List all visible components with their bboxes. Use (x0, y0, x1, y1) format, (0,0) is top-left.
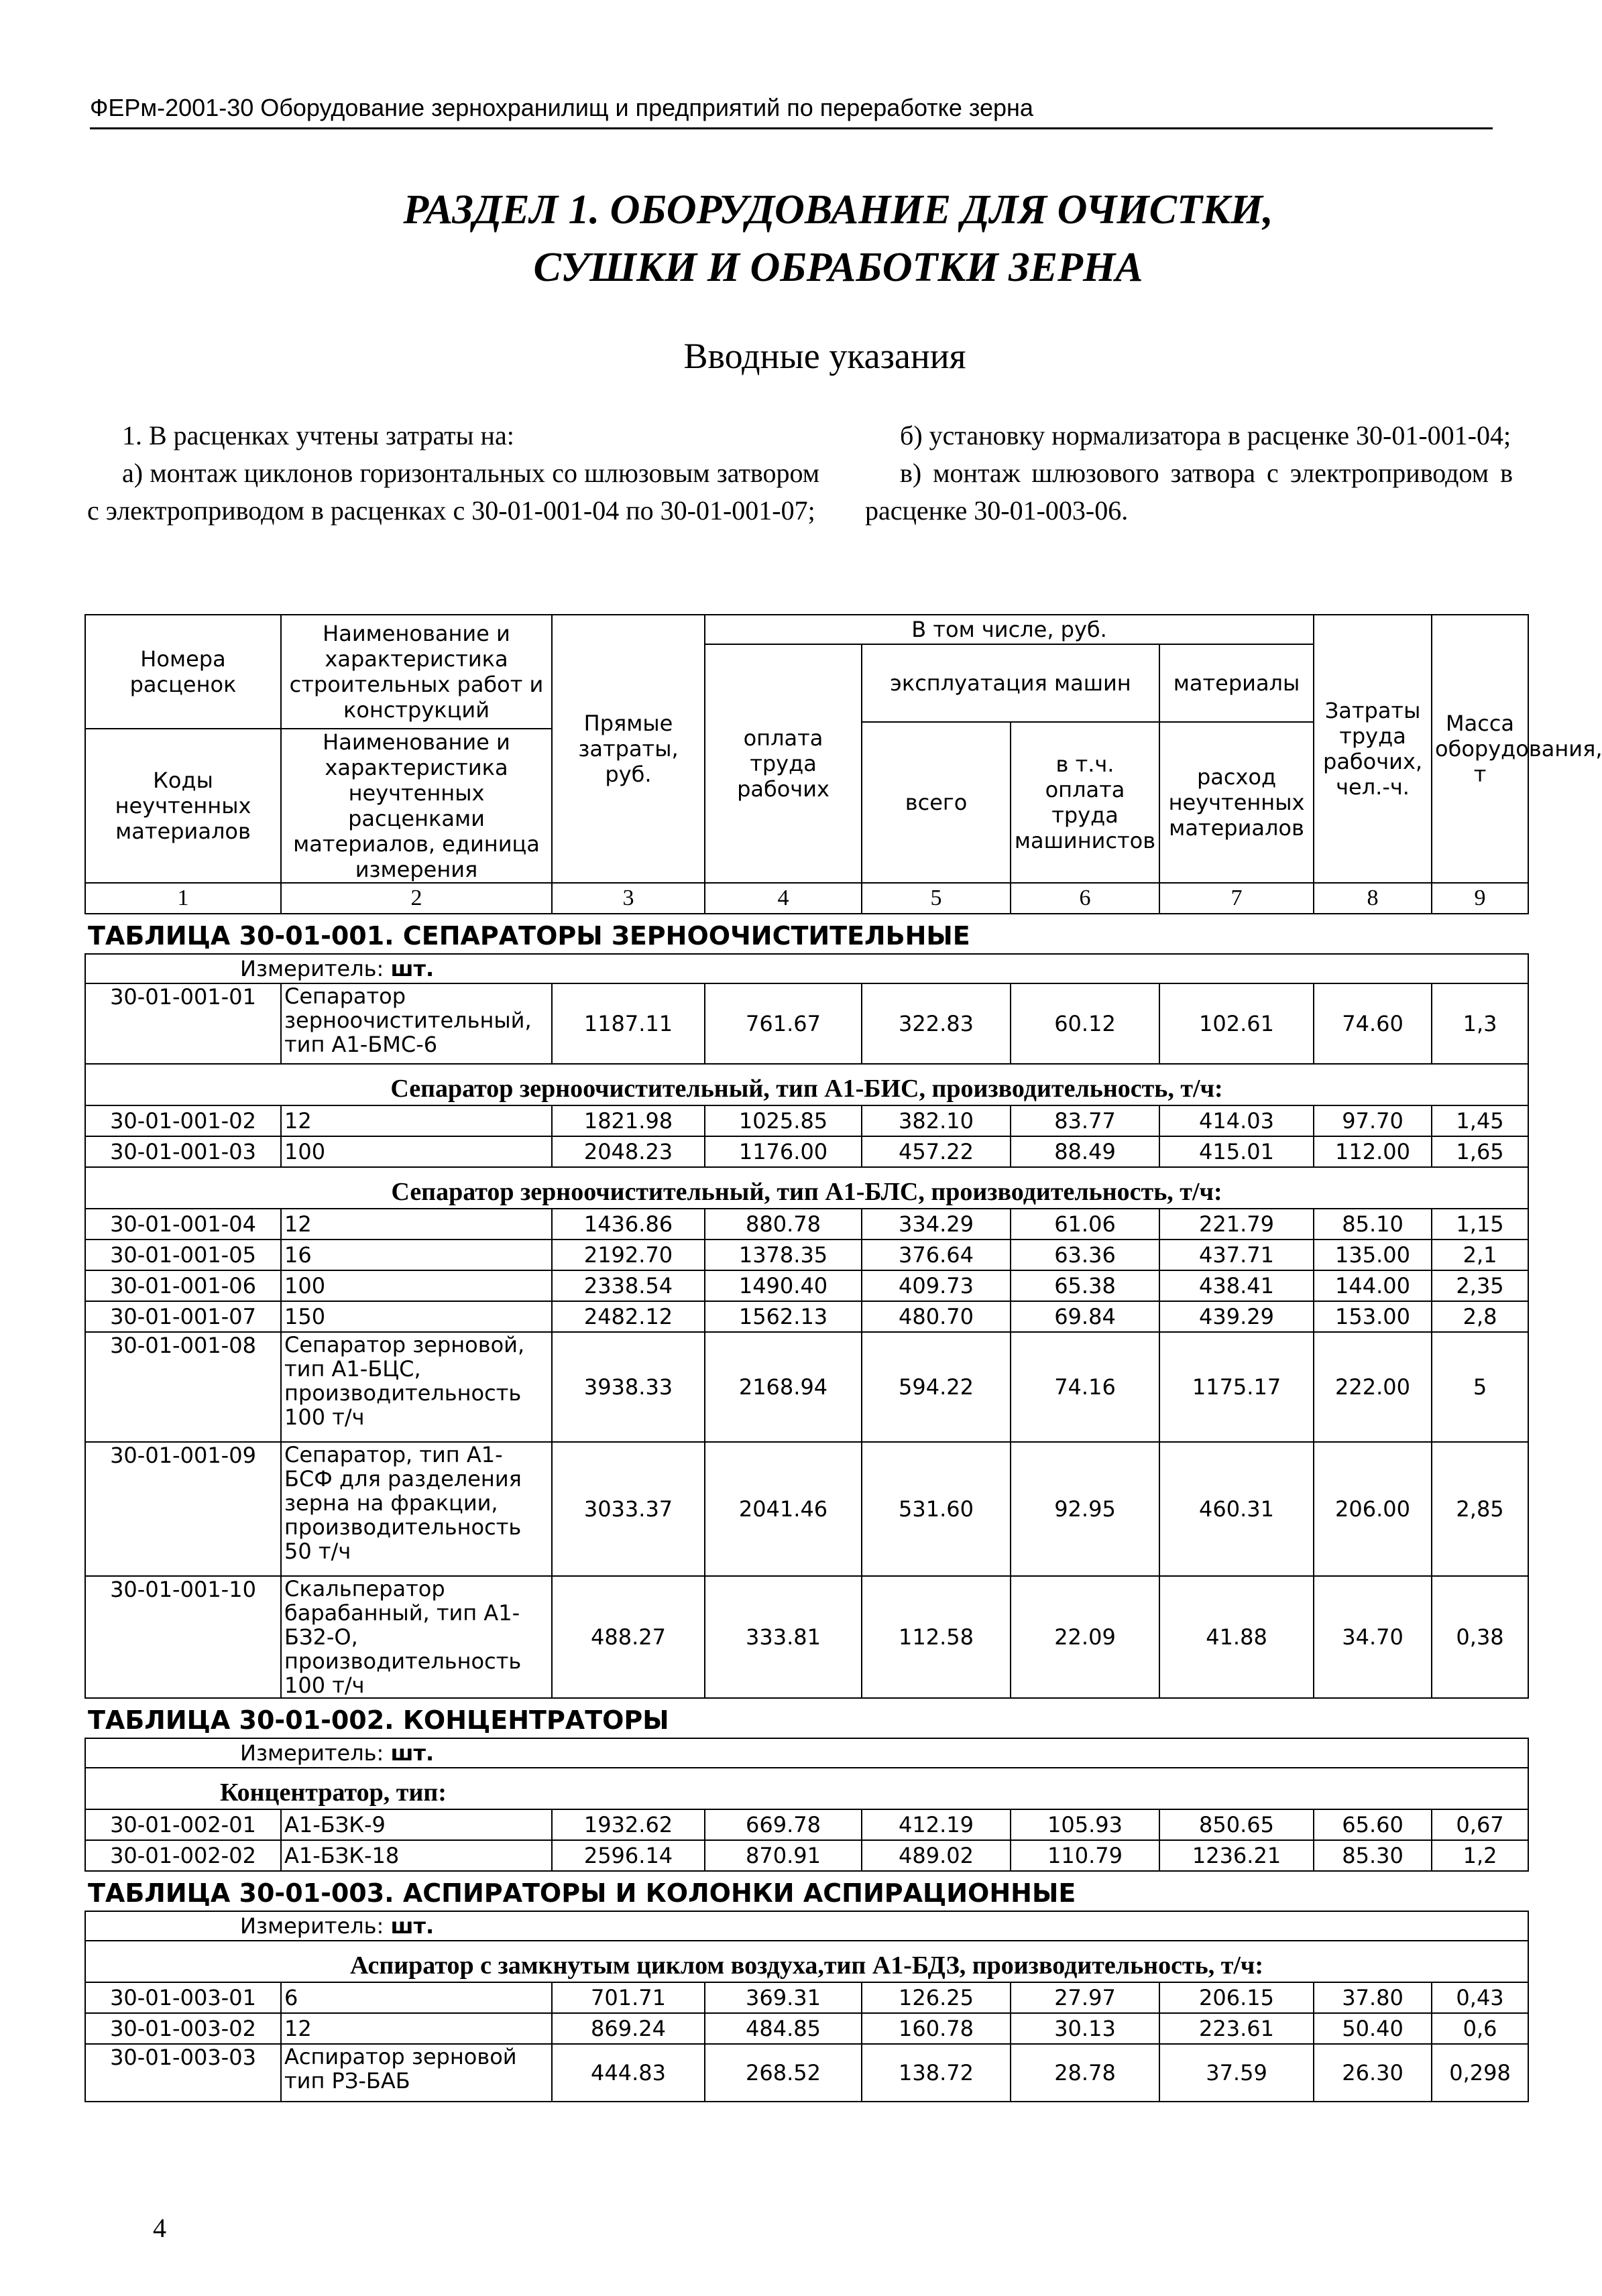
column-numbers-row (85, 883, 1528, 914)
work-name: 12 (281, 2013, 552, 2044)
unit-of-measure (85, 1738, 1528, 1768)
worker-pay: 1176.00 (705, 1136, 862, 1167)
machinist-pay: 92.95 (1011, 1442, 1159, 1576)
machine-total: 480.70 (862, 1301, 1011, 1332)
worker-pay: 2168.94 (705, 1332, 862, 1442)
direct-costs: 1932.62 (552, 1809, 705, 1840)
equipment-mass: 0,38 (1432, 1576, 1528, 1698)
work-name: Скальператор барабанный, тип А1-БЗ2-О, производительность 100 т/ч (281, 1576, 552, 1698)
unit-value: шт. (390, 956, 435, 981)
worker-pay: 880.78 (705, 1209, 862, 1240)
direct-costs: 2048.23 (552, 1136, 705, 1167)
machinist-pay: 110.79 (1011, 1840, 1159, 1871)
materials: 1236.21 (1159, 1840, 1314, 1871)
direct-costs: 701.71 (552, 1982, 705, 2013)
work-name: Сепаратор, тип А1-БСФ для разделения зерна на фракции, производительность 50 т/ч (281, 1442, 552, 1576)
machine-total: 160.78 (862, 2013, 1011, 2044)
work-name: 6 (281, 1982, 552, 2013)
materials: 221.79 (1159, 1209, 1314, 1240)
labor-costs: 85.30 (1314, 1840, 1432, 1871)
unit-label: Измеритель: (240, 1740, 384, 1766)
equipment-mass: 2,35 (1432, 1270, 1528, 1301)
column-number: 5 (862, 883, 1011, 914)
worker-pay: 369.31 (705, 1982, 862, 2013)
running-header: ФЕРм-2001-30 Оборудование зернохранилищ и предприятий по переработке зерна (90, 94, 1493, 129)
machine-total: 322.83 (862, 983, 1011, 1064)
direct-costs: 3938.33 (552, 1332, 705, 1442)
machine-total: 376.64 (862, 1240, 1011, 1270)
unit-value: шт. (390, 1740, 435, 1766)
direct-costs: 2338.54 (552, 1270, 705, 1301)
intro-paragraph-1: 1. В расценках учтены затраты на: (122, 420, 514, 450)
labor-costs: 144.00 (1314, 1270, 1432, 1301)
page-number: 4 (153, 2213, 166, 2243)
intro-paragraph-a: а) монтаж циклонов горизонтальных со шлюзовым затвором с электроприводом в расценках с 30-01-001-04 по 30-01-001-07; (87, 458, 819, 526)
labor-costs: 112.00 (1314, 1136, 1432, 1167)
worker-pay: 1490.40 (705, 1270, 862, 1301)
column-number: 6 (1011, 883, 1159, 914)
work-name: 100 (281, 1270, 552, 1301)
machine-total: 489.02 (862, 1840, 1011, 1871)
direct-costs: 2482.12 (552, 1301, 705, 1332)
table-row (85, 2044, 1528, 2102)
column-number: 9 (1432, 883, 1528, 914)
machinist-pay: 74.16 (1011, 1332, 1159, 1442)
column-number: 8 (1314, 883, 1432, 914)
equipment-mass: 1,65 (1432, 1136, 1528, 1167)
rate-code: 30-01-002-01 (85, 1809, 281, 1840)
equipment-mass: 2,1 (1432, 1240, 1528, 1270)
machine-total: 112.58 (862, 1576, 1011, 1698)
table-row (85, 1809, 1528, 1840)
work-name: 12 (281, 1105, 552, 1136)
unit-label: Измеритель: (240, 1913, 384, 1939)
rate-code: 30-01-001-05 (85, 1240, 281, 1270)
col-header-unaccounted-materials: расход неучтенных материалов (1159, 722, 1314, 883)
direct-costs: 3033.37 (552, 1442, 705, 1576)
equipment-mass: 1,15 (1432, 1209, 1528, 1240)
labor-costs: 26.30 (1314, 2044, 1432, 2102)
worker-pay: 669.78 (705, 1809, 862, 1840)
unit-label: Измеритель: (240, 956, 384, 981)
rate-code: 30-01-001-06 (85, 1270, 281, 1301)
equipment-mass: 5 (1432, 1332, 1528, 1442)
machine-total: 531.60 (862, 1442, 1011, 1576)
materials: 1175.17 (1159, 1332, 1314, 1442)
col-header-material-name: Наименование и характеристика неучтенных расценками материалов, единица измерения (281, 729, 552, 883)
group-heading: Аспиратор с замкнутым циклом воздуха,тип А1-БДЗ, производительность, т/ч: (85, 1941, 1528, 1982)
unit-of-measure (85, 1911, 1528, 1941)
machinist-pay: 105.93 (1011, 1809, 1159, 1840)
machinist-pay: 61.06 (1011, 1209, 1159, 1240)
rate-code: 30-01-003-03 (85, 2044, 281, 2102)
machine-total: 594.22 (862, 1332, 1011, 1442)
direct-costs: 869.24 (552, 2013, 705, 2044)
labor-costs: 50.40 (1314, 2013, 1432, 2044)
section-title-line-2: СУШКИ И ОБРАБОТКИ ЗЕРНА (533, 245, 1143, 290)
rate-code: 30-01-001-07 (85, 1301, 281, 1332)
group-heading: Сепаратор зерноочистительный, тип А1-БИС, производительность, т/ч: (85, 1064, 1528, 1105)
machine-total: 334.29 (862, 1209, 1011, 1240)
direct-costs: 488.27 (552, 1576, 705, 1698)
machinist-pay: 30.13 (1011, 2013, 1159, 2044)
table-row (85, 1840, 1528, 1871)
table-row (85, 1209, 1528, 1240)
materials: 438.41 (1159, 1270, 1314, 1301)
table-row (85, 983, 1528, 1064)
materials: 223.61 (1159, 2013, 1314, 2044)
materials: 439.29 (1159, 1301, 1314, 1332)
col-header-machine-total: всего (862, 722, 1011, 883)
equipment-mass: 1,45 (1432, 1105, 1528, 1136)
work-name: Аспиратор зерновой тип РЗ-БАБ (281, 2044, 552, 2102)
table-row (85, 1442, 1528, 1576)
table-row (85, 1105, 1528, 1136)
direct-costs: 1187.11 (552, 983, 705, 1064)
equipment-mass: 1,3 (1432, 983, 1528, 1064)
machinist-pay: 60.12 (1011, 983, 1159, 1064)
materials: 414.03 (1159, 1105, 1314, 1136)
rate-code: 30-01-001-02 (85, 1105, 281, 1136)
machine-total: 457.22 (862, 1136, 1011, 1167)
col-header-material-codes: Коды неучтенных материалов (85, 729, 281, 883)
materials: 41.88 (1159, 1576, 1314, 1698)
work-name: Сепаратор зерновой, тип А1-БЦС, производительность 100 т/ч (281, 1332, 552, 1442)
direct-costs: 2596.14 (552, 1840, 705, 1871)
col-header-direct-costs: Прямые затраты, руб. (552, 615, 705, 883)
materials: 850.65 (1159, 1809, 1314, 1840)
machine-total: 138.72 (862, 2044, 1011, 2102)
col-header-rate-numbers: Номера расценок (85, 615, 281, 729)
column-number: 2 (281, 883, 552, 914)
section-subtitle: Вводные указания (683, 336, 966, 376)
group-heading: Сепаратор зерноочистительный, тип А1-БЛС, производительность, т/ч: (85, 1167, 1528, 1209)
table-row (85, 1270, 1528, 1301)
col-header-equipment-mass: Масса оборудования, т (1432, 615, 1528, 883)
equipment-mass: 0,6 (1432, 2013, 1528, 2044)
rates-table-wrap (84, 614, 1602, 2102)
worker-pay: 870.91 (705, 1840, 862, 1871)
intro-paragraph-c: в) монтаж шлюзового затвора с электроприводом в расценке 30-01-003-06. (865, 458, 1513, 526)
materials: 415.01 (1159, 1136, 1314, 1167)
col-header-work-name: Наименование и характеристика строительных работ и конструкций (281, 615, 552, 729)
work-name: 100 (281, 1136, 552, 1167)
direct-costs: 1821.98 (552, 1105, 705, 1136)
work-name: 150 (281, 1301, 552, 1332)
machinist-pay: 69.84 (1011, 1301, 1159, 1332)
col-header-labor-costs: Затраты труда рабочих, чел.-ч. (1314, 615, 1432, 883)
equipment-mass: 2,8 (1432, 1301, 1528, 1332)
equipment-mass: 0,43 (1432, 1982, 1528, 2013)
direct-costs: 1436.86 (552, 1209, 705, 1240)
machine-total: 412.19 (862, 1809, 1011, 1840)
machine-total: 382.10 (862, 1105, 1011, 1136)
table-row (85, 1136, 1528, 1167)
equipment-mass: 2,85 (1432, 1442, 1528, 1576)
direct-costs: 444.83 (552, 2044, 705, 2102)
worker-pay: 333.81 (705, 1576, 862, 1698)
rate-code: 30-01-001-08 (85, 1332, 281, 1442)
materials: 102.61 (1159, 983, 1314, 1064)
equipment-mass: 1,2 (1432, 1840, 1528, 1871)
rate-code: 30-01-001-10 (85, 1576, 281, 1698)
labor-costs: 65.60 (1314, 1809, 1432, 1840)
rate-code: 30-01-003-02 (85, 2013, 281, 2044)
table-row (85, 1576, 1528, 1698)
machinist-pay: 83.77 (1011, 1105, 1159, 1136)
worker-pay: 2041.46 (705, 1442, 862, 1576)
column-number: 3 (552, 883, 705, 914)
unit-of-measure (85, 954, 1528, 983)
group-heading: Концентратор, тип: (85, 1768, 1528, 1809)
machinist-pay: 63.36 (1011, 1240, 1159, 1270)
table-title: ТАБЛИЦА 30-01-002. КОНЦЕНТРАТОРЫ (85, 1698, 1528, 1738)
work-name: 12 (281, 1209, 552, 1240)
machinist-pay: 88.49 (1011, 1136, 1159, 1167)
rate-code: 30-01-001-04 (85, 1209, 281, 1240)
section-title-line-1: РАЗДЕЛ 1. ОБОРУДОВАНИЕ ДЛЯ ОЧИСТКИ, (403, 187, 1273, 233)
machinist-pay: 65.38 (1011, 1270, 1159, 1301)
table-row (85, 1332, 1528, 1442)
section-title (268, 181, 1408, 296)
work-name: 16 (281, 1240, 552, 1270)
labor-costs: 97.70 (1314, 1105, 1432, 1136)
labor-costs: 153.00 (1314, 1301, 1432, 1332)
materials: 460.31 (1159, 1442, 1314, 1576)
col-header-worker-pay: оплата труда рабочих (705, 644, 862, 883)
materials: 206.15 (1159, 1982, 1314, 2013)
table-row (85, 1982, 1528, 2013)
work-name: А1-БЗК-9 (281, 1809, 552, 1840)
rate-code: 30-01-002-02 (85, 1840, 281, 1871)
machinist-pay: 27.97 (1011, 1982, 1159, 2013)
rate-code: 30-01-001-01 (85, 983, 281, 1064)
intro-right-column (865, 417, 1513, 530)
column-number: 7 (1159, 883, 1314, 914)
worker-pay: 1025.85 (705, 1105, 862, 1136)
table-row (85, 1301, 1528, 1332)
col-header-machine-operation: эксплуатация машин (862, 644, 1159, 722)
col-header-including: В том числе, руб. (705, 615, 1314, 644)
work-name: А1-БЗК-18 (281, 1840, 552, 1871)
labor-costs: 222.00 (1314, 1332, 1432, 1442)
worker-pay: 484.85 (705, 2013, 862, 2044)
column-number: 1 (85, 883, 281, 914)
equipment-mass: 0,298 (1432, 2044, 1528, 2102)
machinist-pay: 22.09 (1011, 1576, 1159, 1698)
labor-costs: 206.00 (1314, 1442, 1432, 1576)
equipment-mass: 0,67 (1432, 1809, 1528, 1840)
labor-costs: 37.80 (1314, 1982, 1432, 2013)
table-title: ТАБЛИЦА 30-01-001. СЕПАРАТОРЫ ЗЕРНООЧИСТИТЕЛЬНЫЕ (85, 914, 1528, 954)
table-row (85, 2013, 1528, 2044)
intro-left-column (87, 417, 819, 530)
worker-pay: 761.67 (705, 983, 862, 1064)
direct-costs: 2192.70 (552, 1240, 705, 1270)
work-name: Сепаратор зерноочистительный, тип А1-БМС-6 (281, 983, 552, 1064)
worker-pay: 1562.13 (705, 1301, 862, 1332)
worker-pay: 268.52 (705, 2044, 862, 2102)
machinist-pay: 28.78 (1011, 2044, 1159, 2102)
rate-code: 30-01-001-03 (85, 1136, 281, 1167)
rate-code: 30-01-003-01 (85, 1982, 281, 2013)
machine-total: 126.25 (862, 1982, 1011, 2013)
col-header-materials: материалы (1159, 644, 1314, 722)
worker-pay: 1378.35 (705, 1240, 862, 1270)
unit-value: шт. (390, 1913, 435, 1939)
table-title: ТАБЛИЦА 30-01-003. АСПИРАТОРЫ И КОЛОНКИ АСПИРАЦИОННЫЕ (85, 1871, 1528, 1911)
column-number: 4 (705, 883, 862, 914)
materials: 37.59 (1159, 2044, 1314, 2102)
labor-costs: 34.70 (1314, 1576, 1432, 1698)
rate-code: 30-01-001-09 (85, 1442, 281, 1576)
intro-paragraph-b: б) установку нормализатора в расценке 30-01-001-04; (900, 420, 1511, 450)
labor-costs: 74.60 (1314, 983, 1432, 1064)
table-row (85, 1240, 1528, 1270)
materials: 437.71 (1159, 1240, 1314, 1270)
col-header-machinist-pay: в т.ч. оплата труда машинистов (1011, 722, 1159, 883)
labor-costs: 135.00 (1314, 1240, 1432, 1270)
labor-costs: 85.10 (1314, 1209, 1432, 1240)
machine-total: 409.73 (862, 1270, 1011, 1301)
rates-table (84, 614, 1602, 2102)
